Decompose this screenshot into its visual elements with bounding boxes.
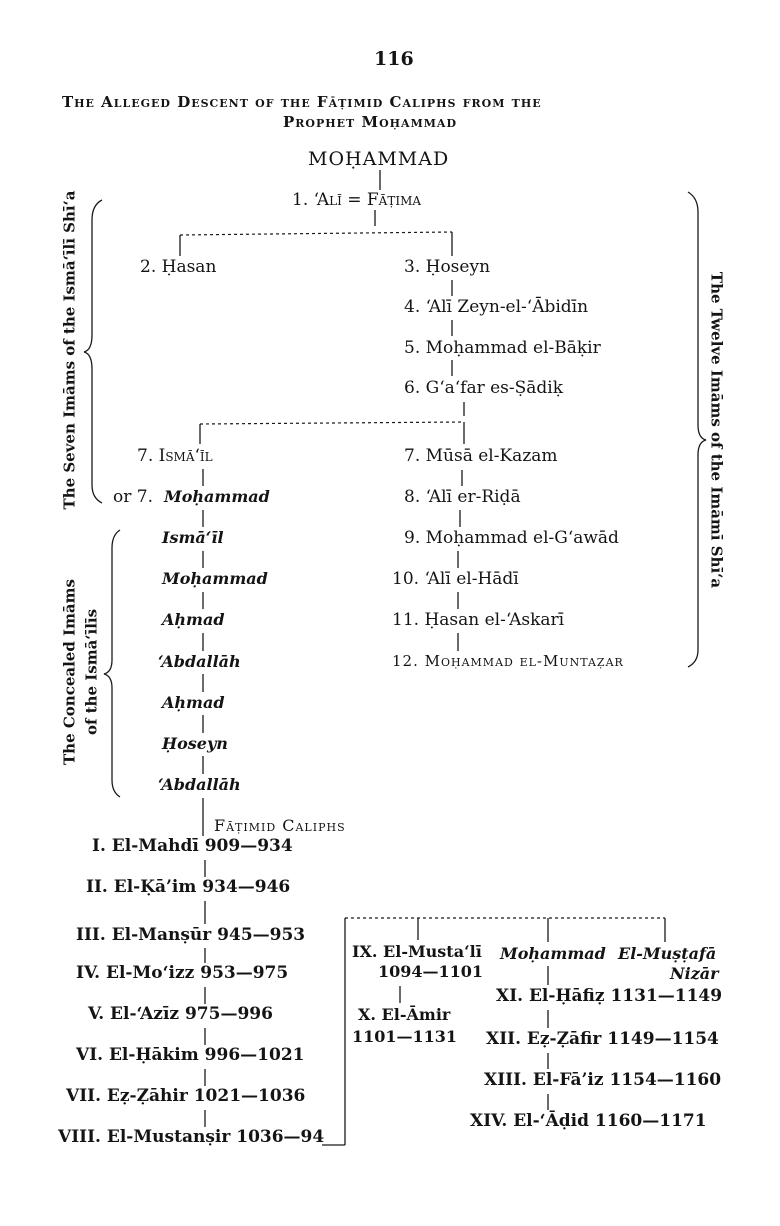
- caliph-2: II. El-Ḳā’im 934—946: [86, 877, 291, 897]
- twelve-imams-label: The Twelve Imāms of the Imāmī Shī‘a: [707, 271, 726, 589]
- imam-ismail: 7. Ismā‘īl: [137, 446, 213, 466]
- branch-mohammad: Moḥammad: [500, 944, 606, 963]
- caliph-13: XIII. El-Fā’iz 1154—1160: [484, 1070, 722, 1090]
- or-seven-prefix: or 7.: [113, 487, 153, 507]
- concealed-imam: Ismā‘īl: [162, 528, 224, 547]
- twelve-imams-brace: [688, 192, 706, 667]
- concealed-imams-brace: [104, 530, 120, 797]
- concealed-imam: Ḥoseyn: [162, 734, 228, 753]
- twelve-imam-12: 12. Moḥammad el-Muntaẓar: [392, 652, 624, 670]
- imam-hasan: 2. Ḥasan: [140, 257, 217, 277]
- caliph-6: VI. El-Ḥākim 996—1021: [76, 1045, 305, 1065]
- concealed-imams-label-1: The Concealed Imāms: [60, 579, 79, 765]
- caliph-12: XII. Eẓ-Ẓāfir 1149—1154: [486, 1029, 719, 1049]
- seven-imams-brace: [84, 200, 102, 503]
- concealed-imam: ‘Abdallāh: [158, 652, 241, 671]
- twelve-imam-7: 7. Mūsā el-Kazam: [404, 446, 558, 466]
- caliph-9-dates: 1094—1101: [378, 962, 484, 981]
- connector-sadiq-sons: [200, 422, 464, 424]
- twelve-imam-4: 4. ‘Alī Zeyn-el-‘Ābidīn: [404, 297, 589, 317]
- caliph-7: VII. Eẓ-Ẓāhir 1021—1036: [66, 1086, 306, 1106]
- fatimid-header: Fāṭimid Caliphs: [214, 816, 346, 835]
- imam-mohammad-alt: Moḥammad: [164, 487, 270, 506]
- twelve-imam-11: 11. Ḥasan el-‘Askarī: [392, 610, 565, 630]
- caliph-3: III. El-Manṣūr 945—953: [76, 925, 306, 945]
- caliph-11: XI. El-Ḥāfiẓ 1131—1149: [496, 986, 723, 1006]
- caliph-10-dates: 1101—1131: [352, 1027, 458, 1046]
- caliph-14: XIV. El-‘Āḍid 1160—1171: [470, 1111, 707, 1131]
- concealed-imam: Aḥmad: [162, 610, 225, 629]
- caliph-1: I. El-Mahdī 909—934: [92, 836, 293, 856]
- concealed-imam: Moḥammad: [162, 569, 268, 588]
- twelve-imam-8: 8. ‘Alī er-Riḍā: [404, 487, 521, 507]
- title-line-2: Prophet Moḥammad: [283, 113, 457, 131]
- twelve-imam-6: 6. G‘a‘far es-Ṣādiḳ: [404, 378, 564, 398]
- concealed-imam: Aḥmad: [162, 693, 225, 712]
- root-mohammad: MOḤAMMAD: [308, 148, 450, 170]
- caliph-9: IX. El-Musta‘lī: [352, 942, 482, 961]
- seven-imams-label: The Seven Imāms of the Ismā‘īlī Shī‘a: [60, 190, 79, 510]
- caliph-10: X. El-Āmir: [358, 1005, 451, 1024]
- connector-hasan-hoseyn: [180, 232, 452, 235]
- twelve-imam-3: 3. Ḥoseyn: [404, 257, 491, 277]
- caliph-5: V. El-‘Azīz 975—996: [88, 1004, 273, 1024]
- branch-nizar: Nizār: [670, 964, 719, 983]
- concealed-imam: ‘Abdallāh: [158, 775, 241, 794]
- caliph-8: VIII. El-Mustanṣir 1036—94: [58, 1127, 325, 1147]
- page-number: 116: [374, 48, 414, 70]
- concealed-imams-label-2: of the Ismā‘īlīs: [82, 608, 101, 736]
- twelve-imam-10: 10. ‘Alī el-Hādī: [392, 569, 519, 589]
- twelve-imam-9: 9. Moḥammad el-G‘awād: [404, 528, 619, 548]
- caliph-4: IV. El-Mo‘izz 953—975: [76, 963, 289, 983]
- branch-mustafa: El-Muṣṭafā: [618, 944, 717, 963]
- ali-fatima: 1. ‘Alī = Fāṭima: [292, 190, 422, 210]
- twelve-imam-5: 5. Moḥammad el-Bāḳir: [404, 338, 601, 358]
- title-line-1: The Alleged Descent of the Fāṭimid Caliphs from the: [62, 93, 542, 111]
